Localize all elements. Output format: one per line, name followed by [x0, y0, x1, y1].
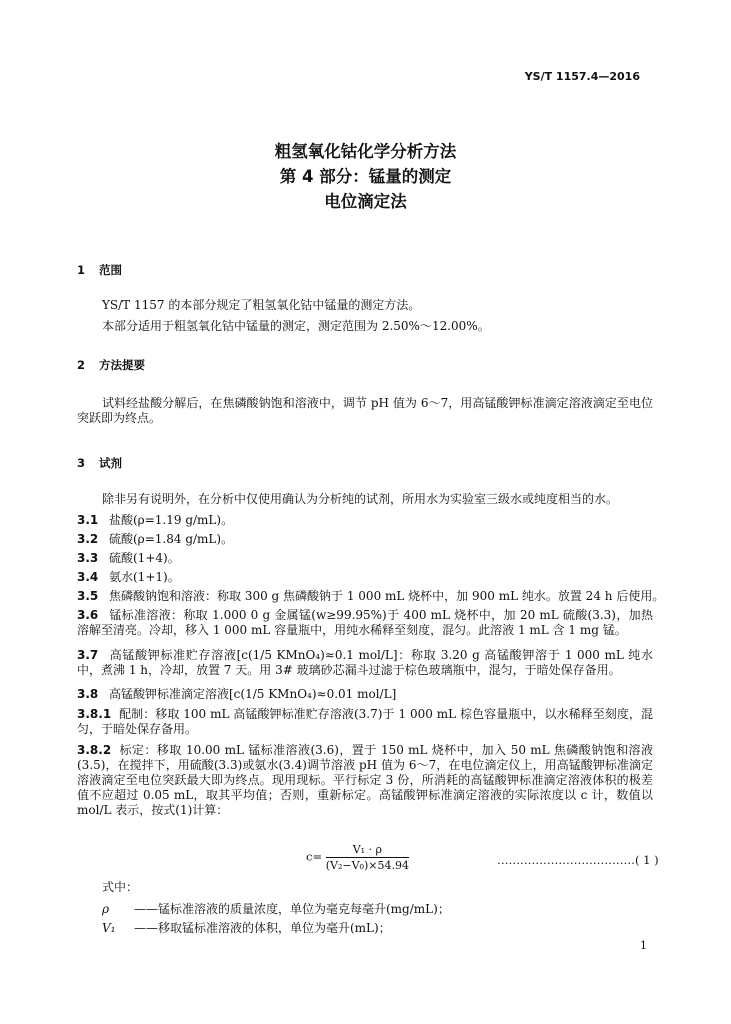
section-3-heading: [77, 455, 122, 471]
reagent-item: [77, 707, 653, 737]
item-number: 3.5: [77, 589, 99, 603]
reagent-item: [77, 570, 180, 585]
definition-symbol: ρ: [102, 902, 110, 916]
equation-lhs: c=: [306, 849, 323, 864]
definition-text: ——锰标准溶液的质量浓度，单位为毫克每毫升(mg/mL)；: [134, 902, 450, 916]
section-title: 方法提要: [99, 358, 146, 372]
equation-fraction: [326, 843, 409, 872]
equation-leader: ………………………………: [497, 853, 635, 867]
reagent-item: [77, 589, 664, 604]
title-line-2: 第 4 部分：锰量的测定: [279, 167, 452, 186]
definition-row: [102, 900, 450, 917]
section-1-heading: [77, 262, 122, 278]
equation-numerator: V₁ · ρ: [326, 843, 409, 858]
page-number: 1: [640, 939, 647, 952]
reagent-item: [77, 687, 396, 702]
reagent-item: [77, 532, 233, 547]
item-text: 焦磷酸钠饱和溶液：称取 300 g 焦磷酸钠于 1 000 mL 烧杯中，加 900 mL 纯水。放置 24 h 后使用。: [109, 589, 665, 603]
item-number: 3.6: [77, 608, 99, 622]
item-text: 锰标准溶液：称取 1.000 0 g 金属锰(w≥99.95%)于 400 mL 烧杯中，加 20 mL 硫酸(3.3)，加热溶解至清亮。冷却，移入 1 000 mL 容量瓶中，用纯水稀释至刻度，混匀。此溶液 1 mL 含 1 mg 锰。: [77, 608, 653, 637]
item-number: 3.8.1: [77, 707, 112, 721]
title-line-1: 粗氢氧化钴化学分析方法: [274, 142, 457, 161]
definition-text: ——移取锰标准溶液的体积，单位为毫升(mL)；: [134, 921, 391, 935]
section-number: 1: [77, 263, 86, 277]
section-number: 2: [77, 358, 86, 372]
item-number: 3.2: [77, 532, 99, 546]
definition-row: [102, 919, 391, 936]
reagent-item: [77, 608, 653, 638]
item-text: 高锰酸钾标准滴定溶液[c(1/5 KMnO₄)≈0.01 mol/L]: [109, 687, 397, 701]
item-text: 氨水(1+1)。: [109, 570, 180, 584]
where-label: 式中：: [102, 880, 139, 894]
reagent-item: [77, 648, 653, 678]
reagent-item: [77, 551, 180, 566]
reagent-item: [77, 743, 653, 818]
section-title: 试剂: [99, 456, 123, 470]
section-title: 范围: [99, 263, 123, 277]
principle-paragraph: 试料经盐酸分解后，在焦磷酸钠饱和溶液中，调节 pH 值为 6～7，用高锰酸钾标准滴定溶液滴定至电位突跃即为终点。: [77, 396, 653, 425]
item-number: 3.4: [77, 570, 99, 584]
scope-paragraph-2: 本部分适用于粗氢氧化钴中锰量的测定，测定范围为 2.50%～12.00%。: [102, 319, 490, 333]
item-text: 配制：移取 100 mL 高锰酸钾标准贮存溶液(3.7)于 1 000 mL 棕色容量瓶中，以水稀释至刻度，混匀，于暗处保存备用。: [77, 707, 653, 736]
item-text: 标定：移取 10.00 mL 锰标准溶液(3.6)，置于 150 mL 烧杯中，加入 50 mL 焦磷酸钠饱和溶液(3.5)，在搅拌下，用硫酸(3.3)或氨水(3.4)调节溶液 pH 值为 6～7，在电位滴定仪上，用高锰酸钾标准滴定溶液滴定至电位突跃最大即为终点。现用现标。平行标定 3 份，所消耗的高锰酸钾标准滴定溶液体积的极差值不应超过 0.05 mL，取其平均值；否则，重新标定。高锰酸钾标准滴定溶液的实际浓度以 c 计，数值以 mol/L 表示，按式(1)计算：: [77, 743, 653, 817]
equation: [306, 843, 409, 872]
standard-number: YS/T 1157.4—2016: [524, 70, 640, 83]
item-text: 盐酸(ρ=1.19 g/mL)。: [109, 513, 234, 527]
item-number: 3.8: [77, 687, 99, 701]
item-number: 3.1: [77, 513, 99, 527]
item-text: 硫酸(1+4)。: [109, 551, 180, 565]
item-text: 高锰酸钾标准贮存溶液[c(1/5 KMnO₄)≈0.1 mol/L]：称取 3.20 g 高锰酸钾溶于 1 000 mL 纯水中，煮沸 1 h，冷却，放置 7 天。用 3# 玻璃砂芯漏斗过滤于棕色玻璃瓶中，混匀，于暗处保存备用。: [77, 648, 653, 677]
definition-symbol: V₁: [102, 921, 116, 935]
equation-tag: [497, 853, 659, 867]
scope-paragraph-1: YS/T 1157 的本部分规定了粗氢氧化钴中锰量的测定方法。: [102, 298, 421, 312]
item-number: 3.3: [77, 551, 99, 565]
item-text: 硫酸(ρ=1.84 g/mL)。: [109, 532, 234, 546]
reagents-intro: 除非另有说明外，在分析中仅使用确认为分析纯的试剂，所用水为实验室三级水或纯度相当的水。: [102, 492, 619, 506]
title-line-3: 电位滴定法: [324, 192, 407, 211]
reagent-item: [77, 513, 233, 528]
equation-denominator: (V₂−V₀)×54.94: [325, 859, 409, 872]
section-number: 3: [77, 456, 86, 470]
item-number: 3.8.2: [77, 743, 112, 757]
equation-number: ( 1 ): [635, 853, 659, 867]
section-2-heading: [77, 357, 145, 373]
item-number: 3.7: [77, 648, 99, 662]
